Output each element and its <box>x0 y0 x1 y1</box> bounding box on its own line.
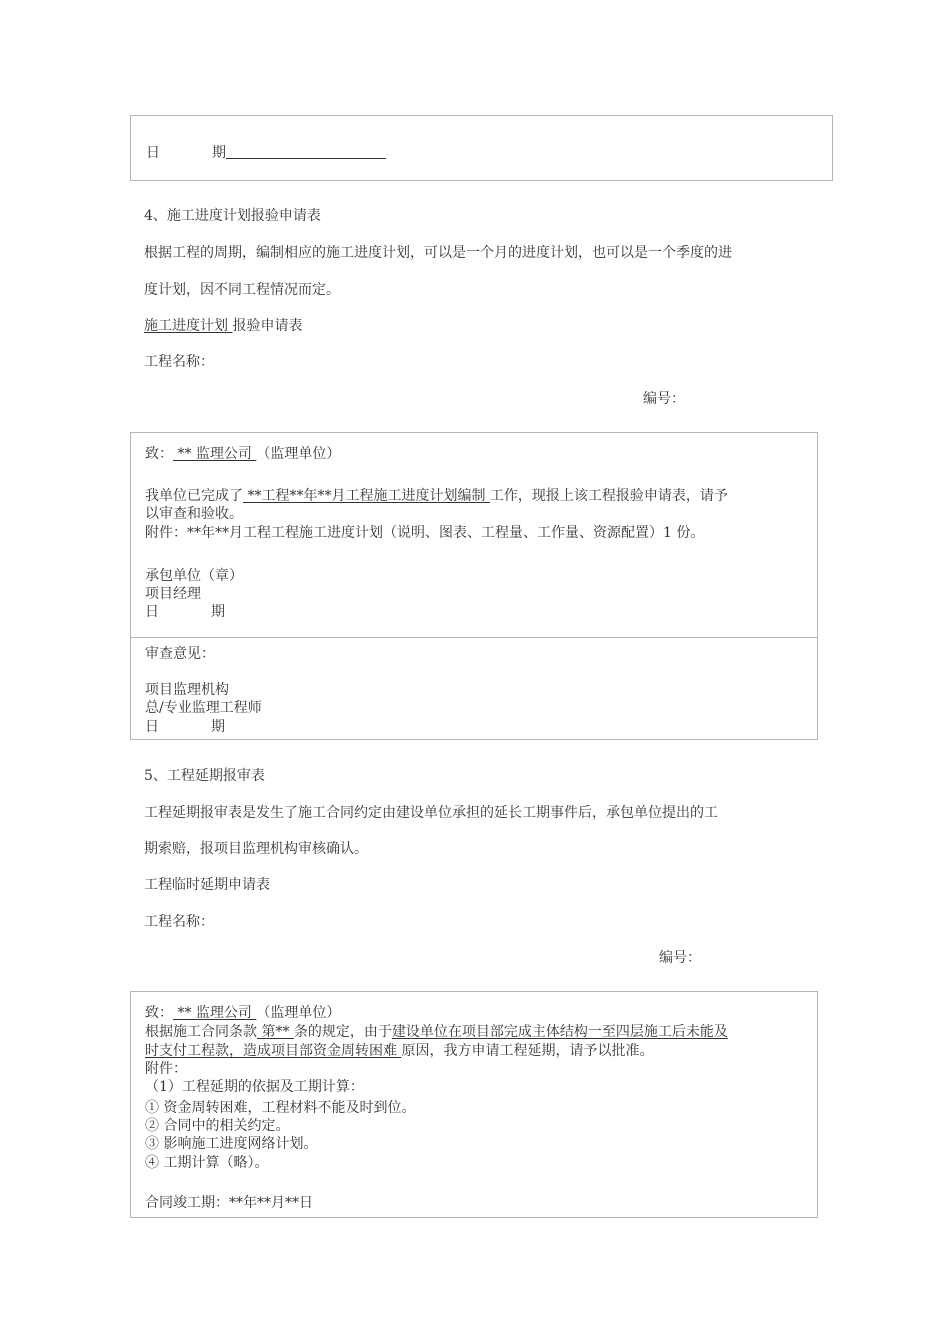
s4-to-line: 致： ** 监理公司 （监理单位） <box>145 446 341 462</box>
section5-project-name-label: 工程名称： <box>144 914 214 930</box>
s5-item4: ④ 工期计算（略）。 <box>145 1155 269 1171</box>
s4-completion-line2: 以审查和验收。 <box>145 506 243 522</box>
section5-form-title: 工程临时延期申请表 <box>144 877 270 893</box>
s4-completion-line1: 我单位已完成了 **工程**年**月工程施工进度计划编制 工作，现报上该工程报验申请表，请予 <box>145 488 728 504</box>
section5-para-line1: 工程延期报审表是发生了施工合同约定由建设单位承担的延长工期事件后，承包单位提出的工 <box>144 805 718 821</box>
section5-number-label: 编号： <box>659 950 701 966</box>
s5-basis-heading: （1）工程延期的依据及工期计算： <box>145 1079 364 1095</box>
section4-form-title <box>144 317 302 335</box>
s5-reason-text-cont: 时支付工程款，造成项目部资金周转困难 <box>145 1043 402 1059</box>
s4-contractor: 承包单位（章） <box>145 568 243 584</box>
section4-para-line1: 根据工程的周期，编制相应的施工进度计划，可以是一个月的进度计划，也可以是一个季度的进 <box>144 245 732 261</box>
form-title-underlined: 施工进度计划 <box>144 318 233 334</box>
section4-form-box <box>130 432 818 740</box>
s5-reason-line2: 时支付工程款，造成项目部资金周转困难 原因，我方申请工程延期，请予以批准。 <box>145 1043 654 1059</box>
date-blank-line <box>226 144 386 159</box>
section4-form-divider <box>130 637 818 638</box>
section5-para-line2: 期索赔，报项目监理机构审核确认。 <box>144 841 368 857</box>
s4-work-item: **工程**年**月工程施工进度计划编制 <box>243 488 490 504</box>
s4-date: 日 期 <box>145 604 225 620</box>
s5-to-line: 致： ** 监理公司 （监理单位） <box>145 1005 341 1021</box>
s4-to-company: ** 监理公司 <box>173 446 257 462</box>
s4-review-date: 日 期 <box>145 719 225 735</box>
s5-completion-date: 合同竣工期：**年**月**日 <box>145 1195 313 1211</box>
s5-clause: 第** <box>257 1024 294 1040</box>
s4-project-manager: 项目经理 <box>145 586 201 602</box>
top-date-label: 日 期 <box>146 144 386 162</box>
section4-project-name-label: 工程名称： <box>144 354 214 370</box>
s5-item3: ③ 影响施工进度网络计划。 <box>145 1136 318 1152</box>
s4-supervision-org: 项目监理机构 <box>145 682 229 698</box>
s4-attachment: 附件：**年**月工程工程施工进度计划（说明、图表、工程量、工作量、资源配置）1 份。 <box>145 525 705 541</box>
section4-number-label: 编号： <box>643 391 685 407</box>
s4-review-opinion: 审查意见： <box>145 646 215 662</box>
s5-reason-line1: 根据施工合同条款 第** 条的规定，由于建设单位在项目部完成主体结构一至四层施工后未能及 <box>145 1024 728 1040</box>
s5-item1: ① 资金周转困难，工程材料不能及时到位。 <box>145 1100 416 1116</box>
form-title-rest: 报验申请表 <box>232 318 303 334</box>
section4-heading: 4、施工进度计划报验申请表 <box>144 208 321 224</box>
section5-heading: 5、工程延期报审表 <box>144 768 265 784</box>
s5-reason-text: 建设单位在项目部完成主体结构一至四层施工后未能及 <box>391 1024 728 1040</box>
s4-chief-engineer: 总/专业监理工程师 <box>145 700 262 716</box>
s5-attachment-label: 附件： <box>145 1061 187 1077</box>
s5-item2: ② 合同中的相关约定。 <box>145 1118 290 1134</box>
s5-to-company: ** 监理公司 <box>173 1005 257 1021</box>
section4-para-line2: 度计划，因不同工程情况而定。 <box>144 282 340 298</box>
